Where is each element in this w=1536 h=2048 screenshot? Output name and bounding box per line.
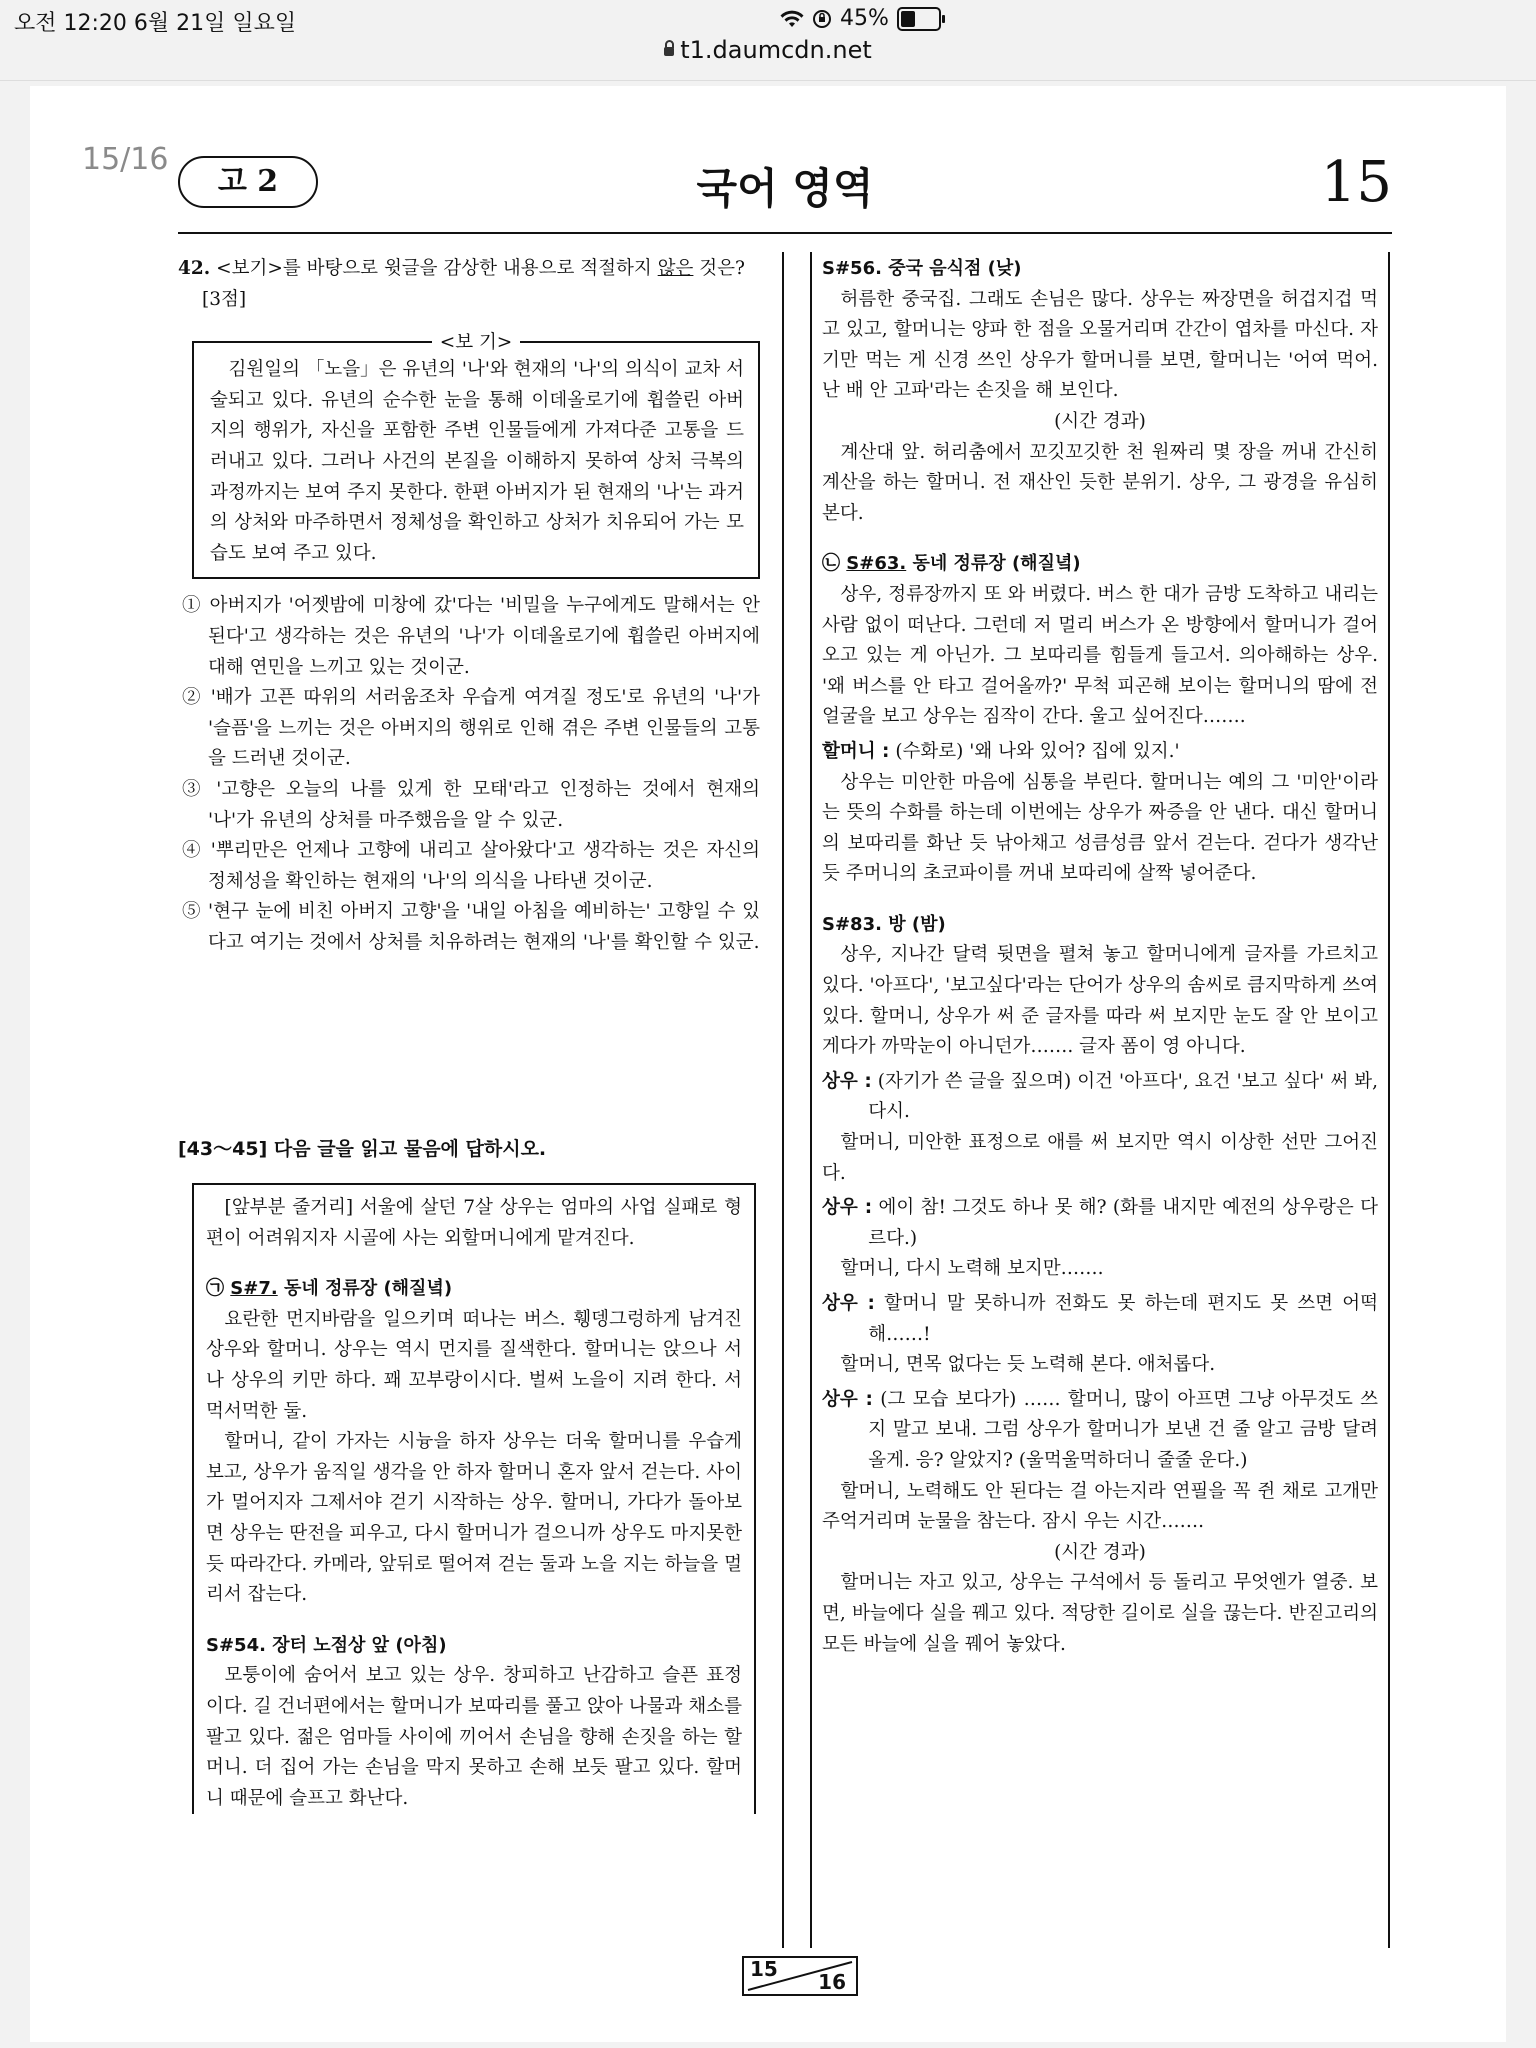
passage-right-inner — [810, 254, 1388, 1660]
dialogue-3 — [822, 1289, 1378, 1350]
lock-icon — [664, 47, 674, 56]
dialogue-1 — [822, 1067, 1378, 1128]
mark-b: ㉡ — [822, 553, 840, 575]
status-time: 오전 12:20 6월 21일 일요일 — [14, 11, 297, 36]
exam-header — [178, 150, 1392, 226]
speaker: 상우 : — [822, 1070, 872, 1092]
scene-s83-p1: 상우, 지나간 달력 뒷면을 펼쳐 놓고 할머니에게 글자를 가르치고 있다. '아프다', '보고싶다'라는 단어가 상우의 솜씨로 큼지막하게 쓰여 있다. 할머니, 상우가 써 준 글자를 따라 써 보지만 눈도 잘 안 보이고 게다가 까막눈이 아니던가……. 글자 폼이 영 아니다. — [822, 944, 1378, 1058]
footer-total: 16 — [818, 1970, 846, 1994]
speaker: 상우 : — [822, 1293, 875, 1314]
section-range: [43～45] — [178, 1138, 268, 1161]
url-text: t1.daumcdn.net — [680, 36, 872, 64]
stem-text: <보기>를 바탕으로 윗글을 감상한 내용으로 적절하지 — [216, 258, 658, 279]
section-heading — [178, 1134, 760, 1165]
orientation-lock-icon — [812, 9, 832, 29]
scene-s7-title: 동네 정류장 (해질녘) — [277, 1278, 453, 1300]
status-bar — [0, 0, 1536, 40]
scene-s63-p2: 상우는 미안한 마음에 심통을 부린다. 할머니는 예의 그 '미안'이라는 뜻의 수화를 하는데 이번에는 상우가 짜증을 안 낸다. 대신 할머니의 보따리를 화난 듯 낚아채고 성큼성큼 앞서 걷는다. 걷다가 생각난 듯 주머니의 초코파이를 꺼내 보따리에 살짝 넣어준다. — [822, 771, 1378, 885]
time-lapse-1: (시간 경과) — [1054, 410, 1146, 432]
line: (자기가 쓴 글을 짚으며) 이건 '아프다', 요건 '보고 싶다' 써 봐, 다시. — [868, 1070, 1378, 1123]
battery-fill — [901, 11, 915, 27]
grade-badge: 고 2 — [178, 156, 318, 208]
page-number: 15 — [1320, 150, 1392, 215]
battery-percent: 45% — [840, 6, 889, 31]
speaker: 상우 : — [822, 1197, 873, 1219]
narration-1: 할머니, 미안한 표정으로 애를 써 보지만 역시 이상한 선만 그어진다. — [822, 1132, 1378, 1184]
narration-3: 할머니, 면목 없다는 듯 노력해 본다. 애처롭다. — [840, 1354, 1216, 1376]
scene-s56-heading: S#56. 중국 음식점 (낮) — [822, 258, 1022, 279]
scene-s56-p2: 계산대 앞. 허리춤에서 꼬깃꼬깃한 천 원짜리 몇 장을 꺼내 간신히 계산을 하는 할머니. 전 재산인 듯한 분위기. 상우, 그 광경을 유심히 본다. — [822, 441, 1378, 524]
speaker: 상우 : — [822, 1388, 873, 1410]
page-counter: 15/16 — [72, 138, 178, 181]
scene-s7-p2: 할머니, 같이 가자는 시늉을 하자 상우는 더욱 할머니를 우습게 보고, 상우가 움직일 생각을 안 하자 할머니 혼자 앞서 걷는다. 사이가 멀어지자 그제서야 걷기 시작하는 상우. 할머니, 가다가 돌아보면 상우는 딴전을 피우고, 다시 할머니가 걸으니까 상우도 마지못한 듯 따라간다. 카메라, 앞뒤로 떨어져 걷는 둘과 노을 지는 하늘을 멀리서 잡는다. — [206, 1431, 742, 1606]
header-rule — [178, 232, 1392, 234]
left-column — [178, 254, 760, 1814]
address-bar[interactable] — [0, 36, 1536, 76]
question-42-stem — [178, 254, 760, 315]
passage-border-right — [1388, 252, 1390, 1948]
scene-s63-heading — [822, 549, 1378, 580]
scene-s83-heading: S#83. 방 (밤) — [822, 913, 946, 935]
spacer — [178, 958, 760, 1128]
scene-s54-heading: S#54. 장터 노점상 앞 (아침) — [206, 1634, 447, 1656]
line: (그 모습 보다가) …… 할머니, 많이 아프면 그냥 아무것도 쓰지 말고 보내. 그럼 상우가 할머니가 보낸 건 줄 알고 금방 달려올게. 응? 알았지? (울먹울먹하더니 줄줄 운다.) — [868, 1388, 1378, 1471]
battery-icon — [897, 7, 941, 31]
narration-2: 할머니, 다시 노력해 보지만……. — [840, 1258, 1104, 1280]
question-number: 42. — [178, 258, 211, 279]
right-column — [810, 254, 1388, 1660]
option-1[interactable]: ① 아버지가 '어젯밤에 미창에 갔'다는 '비밀을 누구에게도 말해서는 안 된다'고 생각하는 것은 유년의 '나'가 이데올로기에 휩쓸린 아버지에 대해 연민을 느끼고 있는 것이군. — [182, 595, 760, 678]
toolbar-divider — [0, 80, 1536, 81]
scene-s63-number: S#63. — [846, 553, 907, 575]
footer-page-box — [742, 1956, 858, 1996]
bogi-title-text: <보 기> — [432, 332, 521, 353]
dialogue-4 — [822, 1385, 1378, 1477]
summary: [앞부분 줄거리] 서울에 살던 7살 상우는 엄마의 사업 실패로 형편이 어려워지자 시골에 사는 외할머니에게 맡겨진다. — [206, 1197, 742, 1249]
status-right — [780, 6, 1358, 31]
option-3[interactable]: ③ '고향은 오늘의 나를 있게 한 모태'라고 인정하는 것에서 현재의 '나'가 유년의 상처를 마주했음을 알 수 있군. — [182, 778, 760, 831]
bogi-text: 김원일의 「노을」은 유년의 '나'와 현재의 '나'의 의식이 교차 서술되고 있다. 유년의 순수한 눈을 통해 이데올로기에 휩쓸린 아버지의 행위가, 자신을 포함한 주변 인물들에게 가져다준 고통을 드러내고 있다. 그러나 사건의 본질을 이해하지 못하여 상처 극복의 과정까지는 보여 주지 못한다. 한편 아버지가 된 현재의 '나'는 과거의 상처와 마주하면서 정체성을 확인하고 상처가 치유되어 가는 모습도 보여 주고 있다. — [210, 359, 744, 564]
option-4[interactable]: ④ '뿌리만은 언제나 고향에 내리고 살아왔다'고 생각하는 것은 자신의 정체성을 확인하는 현재의 '나'의 의식을 나타낸 것이군. — [182, 840, 760, 892]
stem-text-end: 것은? [3점] — [202, 258, 745, 310]
narration-5: 할머니는 자고 있고, 상우는 구석에서 등 돌리고 무엇엔가 열중. 보면, 바늘에다 실을 꿰고 있다. 적당한 길이로 실을 끊는다. 반짇고리의 모든 바늘에 실을 꿰어 놓았다. — [822, 1572, 1378, 1655]
bogi-box — [192, 332, 760, 579]
section-instruction: 다음 글을 읽고 물음에 답하시오. — [273, 1138, 547, 1161]
dialogue-2 — [822, 1193, 1378, 1254]
footer-current: 15 — [750, 1957, 778, 1981]
time-lapse-2: (시간 경과) — [1054, 1541, 1146, 1563]
narration-4: 할머니, 노력해도 안 된다는 걸 아는지라 연필을 꼭 쥔 채로 고개만 주억거리며 눈물을 참는다. 잠시 우는 시간……. — [822, 1480, 1378, 1533]
wifi-icon — [780, 10, 804, 28]
scene-s63-title: 동네 정류장 (해질녘) — [906, 553, 1081, 575]
stem-emphasis: 않은 — [657, 258, 694, 279]
scene-s54-p1: 모퉁이에 숨어서 보고 있는 상우. 창피하고 난감하고 슬픈 표정이다. 길 건너편에서는 할머니가 보따리를 풀고 앉아 나물과 채소를 팔고 있다. 젊은 엄마들 사이에 끼어서 손님을 향해 손짓을 하는 할머니. 더 집어 가는 손님을 막지 못하고 손해 보듯 팔고 있다. 할머니 때문에 슬프고 화난다. — [206, 1665, 742, 1809]
speaker: 할머니 : — [822, 740, 890, 762]
dialogue-s63 — [822, 737, 1378, 768]
line: 할머니 말 못하니까 전화도 못 하는데 편지도 못 쓰면 어떡해……! — [868, 1293, 1378, 1345]
line: (수화로) '왜 나와 있어? 집에 있지.' — [889, 740, 1180, 762]
line: 에이 참! 그것도 하나 못 해? (화를 내지만 예전의 상우랑은 다르다.) — [868, 1197, 1378, 1249]
scene-s7-heading — [206, 1274, 742, 1305]
document-page[interactable] — [30, 86, 1506, 2042]
subject-title: 국어 영역 — [696, 164, 874, 213]
scene-s7-p1: 요란한 먼지바람을 일으키며 떠나는 버스. 휑뎅그렁하게 남겨진 상우와 할머니. 상우는 역시 먼지를 질색한다. 할머니는 앉으나 서나 상우의 키만 하다. 꽤 꼬부랑이시다. 벌써 노을이 지려 한다. 서먹서먹한 둘. — [206, 1308, 742, 1422]
option-2[interactable]: ② '배가 고픈 따위의 서러움조차 우습게 여겨질 정도'로 유년의 '나'가 '슬픔'을 느끼는 것은 아버지의 행위로 인해 겪은 주변 인물들의 고통을 드러낸 것이군. — [182, 687, 760, 770]
passage-box-left — [192, 1183, 756, 1814]
scene-s63-p1: 상우, 정류장까지 또 와 버렸다. 버스 한 대가 금방 도착하고 내리는 사람 없이 떠난다. 그런데 저 멀리 버스가 온 방향에서 할머니가 걸어오고 있는 게 아닌가. 그 보따리를 힘들게 들고서. 의아해하는 상우. '왜 버스를 안 타고 걸어올까?' 무척 피곤해 보이는 할머니의 땀에 전 얼굴을 보고 상우는 짐작이 간다. 울고 싶어진다……. — [822, 583, 1378, 728]
option-5[interactable]: ⑤ '현구 눈에 비친 아버지 고향'을 '내일 아침을 예비하는' 고향일 수 있다고 여기는 것에서 상처를 치유하려는 현재의 '나'를 확인할 수 있군. — [182, 901, 760, 953]
mark-a: ㉠ — [206, 1278, 224, 1300]
column-divider-left — [782, 252, 784, 1948]
bogi-title — [194, 328, 758, 359]
scene-s56-p1: 허름한 중국집. 그래도 손님은 많다. 상우는 짜장면을 허겁지겁 먹고 있고, 할머니는 양파 한 점을 오물거리며 간간이 엽차를 마신다. 자기만 먹는 게 신경 쓰인 상우가 할머니를 보면, 할머니는 '어여 먹어. 난 배 안 고파'라는 손짓을 해 보인다. — [822, 288, 1378, 402]
scene-s7-number: S#7. — [230, 1278, 278, 1300]
